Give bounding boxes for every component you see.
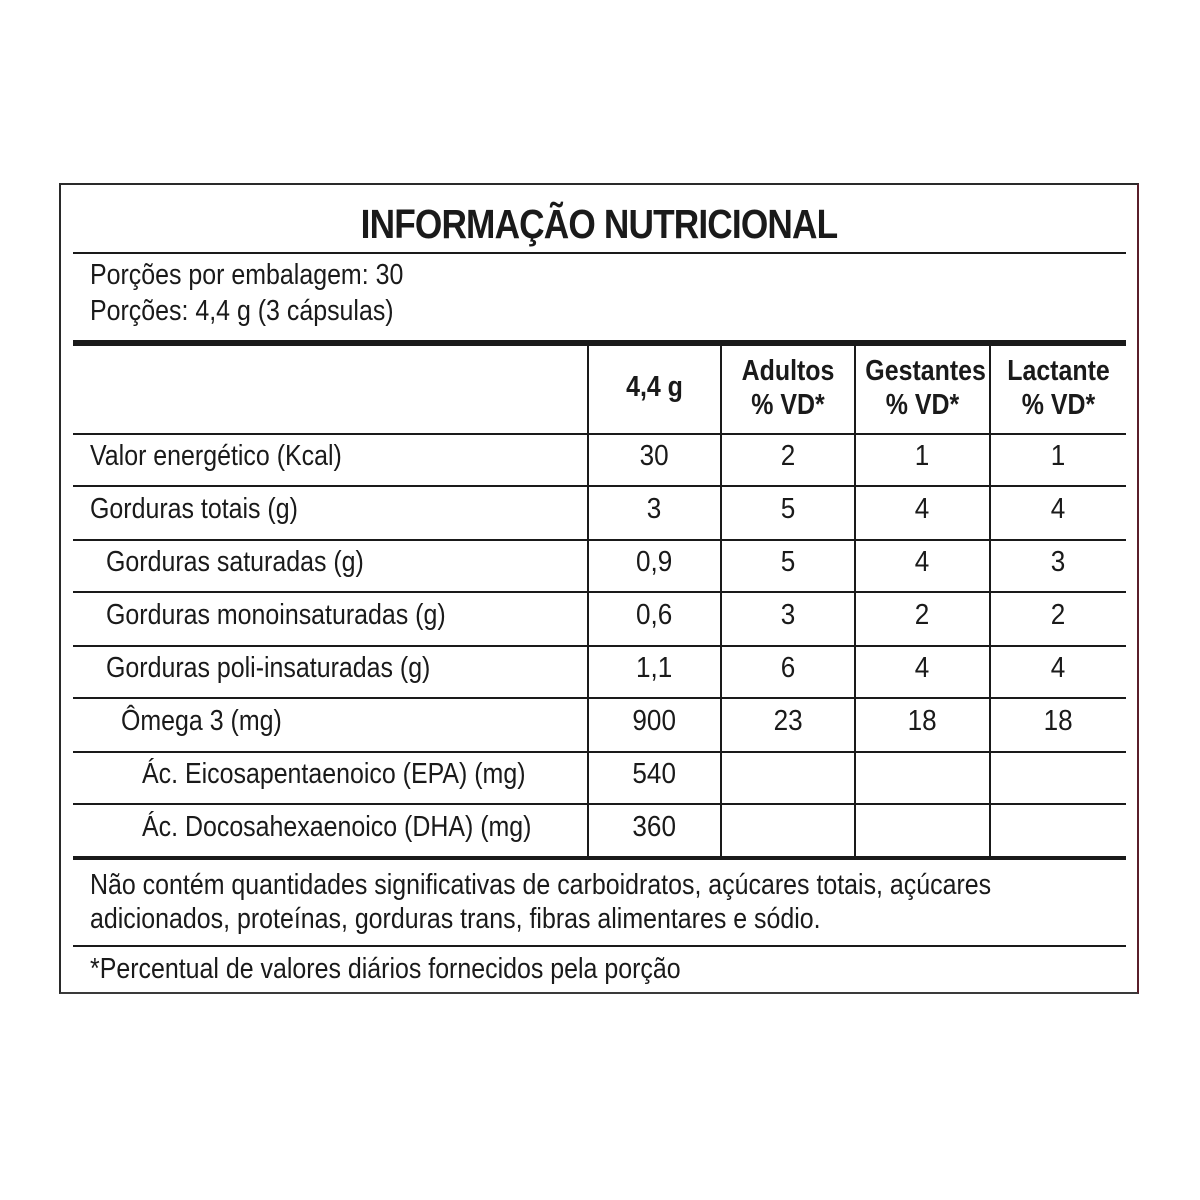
footnote-line-1: Não contém quantidades significativas de carboidratos, açúcares totais, açúcares — [90, 869, 992, 901]
footnote-divider — [73, 945, 1126, 947]
amount-value: 1,1 — [636, 652, 673, 684]
column-header-amount: 4,4 g — [626, 371, 683, 403]
percent-daily-value-note: *Percentual de valores diários fornecidos pela porção — [90, 953, 681, 985]
lactating-vd-value: 3 — [1051, 546, 1066, 578]
row-divider — [73, 591, 1126, 593]
title-divider — [73, 252, 1126, 254]
amount-value: 540 — [632, 758, 677, 790]
row-divider — [73, 697, 1126, 699]
pregnant-vd-value: 18 — [907, 705, 938, 737]
amount-value: 0,6 — [636, 599, 673, 631]
nutrient-label: Gorduras monoinsaturadas (g) — [106, 599, 446, 631]
row-divider — [73, 751, 1126, 753]
header-thick-rule — [73, 340, 1126, 346]
amount-value: 0,9 — [636, 546, 673, 578]
serving-size: Porções: 4,4 g (3 cápsulas) — [90, 295, 394, 327]
column-header-adults: Adultos % VD* — [741, 355, 835, 421]
row-divider — [73, 645, 1126, 647]
pregnant-vd-value: 1 — [915, 440, 930, 472]
lactating-vd-value: 4 — [1051, 493, 1066, 525]
lactating-vd-value: 4 — [1051, 652, 1066, 684]
adults-vd-value: 3 — [780, 599, 796, 631]
nutrient-label: Gorduras totais (g) — [90, 493, 298, 525]
adults-vd-value: 5 — [780, 493, 796, 525]
pregnant-vd-value — [856, 758, 989, 791]
adults-vd-value — [722, 811, 854, 844]
adults-vd-value: 6 — [780, 652, 796, 684]
adults-vd-value — [722, 758, 854, 791]
nutrient-label: Ác. Docosahexaenoico (DHA) (mg) — [142, 811, 532, 843]
footnote-line-2: adicionados, proteínas, gorduras trans, fibras alimentares e sódio. — [90, 903, 821, 935]
row-divider — [73, 485, 1126, 487]
nutrient-label: Gorduras poli-insaturadas (g) — [106, 652, 431, 684]
lactating-vd-value: 1 — [1051, 440, 1066, 472]
pregnant-vd-value: 4 — [915, 652, 930, 684]
column-header-lactating: Lactante % VD* — [1007, 355, 1110, 421]
lactating-vd-value — [991, 758, 1126, 791]
adults-vd-value: 2 — [780, 440, 796, 472]
nutrient-label: Ômega 3 (mg) — [121, 705, 282, 737]
nutrient-label: Gorduras saturadas (g) — [106, 546, 364, 578]
amount-value: 30 — [639, 440, 670, 472]
row-divider — [73, 803, 1126, 805]
pregnant-vd-value: 4 — [915, 493, 930, 525]
lactating-vd-value: 18 — [1043, 705, 1074, 737]
servings-per-package: Porções por embalagem: 30 — [90, 259, 404, 291]
lactating-vd-value — [991, 811, 1126, 844]
amount-value: 360 — [632, 811, 677, 843]
pregnant-vd-value: 2 — [915, 599, 930, 631]
column-header-pregnant: Gestantes % VD* — [865, 355, 986, 421]
panel-title: INFORMAÇÃO NUTRICIONAL — [360, 201, 838, 247]
lactating-vd-value: 2 — [1051, 599, 1066, 631]
amount-value: 900 — [632, 705, 677, 737]
row-divider — [73, 433, 1126, 435]
nutrition-facts-panel — [59, 183, 1139, 994]
nutrient-label: Ác. Eicosapentaenoico (EPA) (mg) — [142, 758, 526, 790]
amount-value: 3 — [647, 493, 662, 525]
footnote-thick-rule — [73, 856, 1126, 860]
adults-vd-value: 5 — [780, 546, 796, 578]
nutrient-label: Valor energético (Kcal) — [90, 440, 342, 472]
pregnant-vd-value: 4 — [915, 546, 930, 578]
pregnant-vd-value — [856, 811, 989, 844]
row-divider — [73, 539, 1126, 541]
adults-vd-value: 23 — [773, 705, 803, 737]
